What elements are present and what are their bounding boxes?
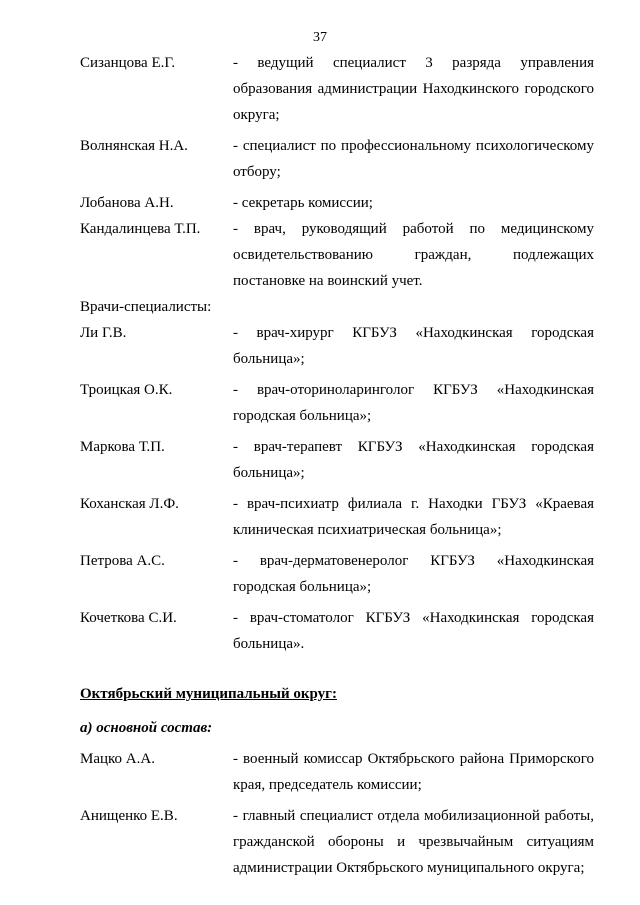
member-name: Кандалинцева Т.П.	[80, 221, 201, 237]
member-row	[80, 803, 594, 881]
specialist-row	[80, 491, 594, 543]
specialist-row	[80, 320, 594, 372]
member-role: - специалист по профессиональному психологическому отбору;	[233, 138, 594, 180]
member-name: Лобанова А.Н.	[80, 195, 174, 211]
specialist-row	[80, 548, 594, 600]
specialist-role: - врач-стоматолог КГБУЗ «Находкинская городская больница».	[233, 610, 594, 652]
member-row	[80, 190, 594, 216]
member-role: - военный комиссар Октябрьского района Приморского края, председатель комиссии;	[233, 751, 594, 793]
member-role: - врач, руководящий работой по медицинскому освидетельствованию граждан, подлежащих постановке на воинский учет.	[233, 221, 594, 289]
specialist-name: Коханская Л.Ф.	[80, 496, 179, 512]
member-row	[80, 746, 594, 798]
specialist-name: Кочеткова С.И.	[80, 610, 177, 626]
specialist-role: - врач-психиатр филиала г. Находки ГБУЗ «Краевая клиническая психиатрическая больница»;	[233, 496, 594, 538]
specialist-row	[80, 377, 594, 429]
specialist-name: Ли Г.В.	[80, 325, 127, 341]
page-number: 37	[313, 30, 327, 45]
member-role: - секретарь комиссии;	[233, 195, 373, 211]
member-name: Волнянская Н.А.	[80, 138, 188, 154]
specialist-role: - врач-терапевт КГБУЗ «Находкинская городская больница»;	[233, 439, 594, 481]
subsection-title: а) основной состав:	[80, 720, 213, 736]
member-row	[80, 50, 594, 128]
specialist-role: - врач-хирург КГБУЗ «Находкинская городская больница»;	[233, 325, 594, 367]
specialist-name: Маркова Т.П.	[80, 439, 165, 455]
member-name: Анищенко Е.В.	[80, 808, 178, 824]
specialist-name: Петрова А.С.	[80, 553, 165, 569]
specialist-role: - врач-оториноларинголог КГБУЗ «Находкинская городская больница»;	[233, 382, 594, 424]
member-row	[80, 216, 594, 294]
member-role: - главный специалист отдела мобилизационной работы, гражданской обороны и чрезвычайным ситуациям администрации Октябрьского муниципального округа;	[233, 808, 594, 876]
member-role: - ведущий специалист 3 разряда управления образования администрации Находкинского городского округа;	[233, 55, 594, 123]
specialist-row	[80, 605, 594, 657]
member-name: Сизанцова Е.Г.	[80, 55, 176, 71]
specialist-role: - врач-дерматовенеролог КГБУЗ «Находкинская городская больница»;	[233, 553, 594, 595]
document-body	[80, 50, 594, 881]
specialist-row	[80, 434, 594, 486]
member-name: Мацко А.А.	[80, 751, 155, 767]
specialists-heading: Врачи-специалисты:	[80, 299, 212, 315]
member-row	[80, 133, 594, 185]
specialist-name: Троицкая О.К.	[80, 382, 173, 398]
section-title: Октябрьский муниципальный округ:	[80, 686, 337, 702]
